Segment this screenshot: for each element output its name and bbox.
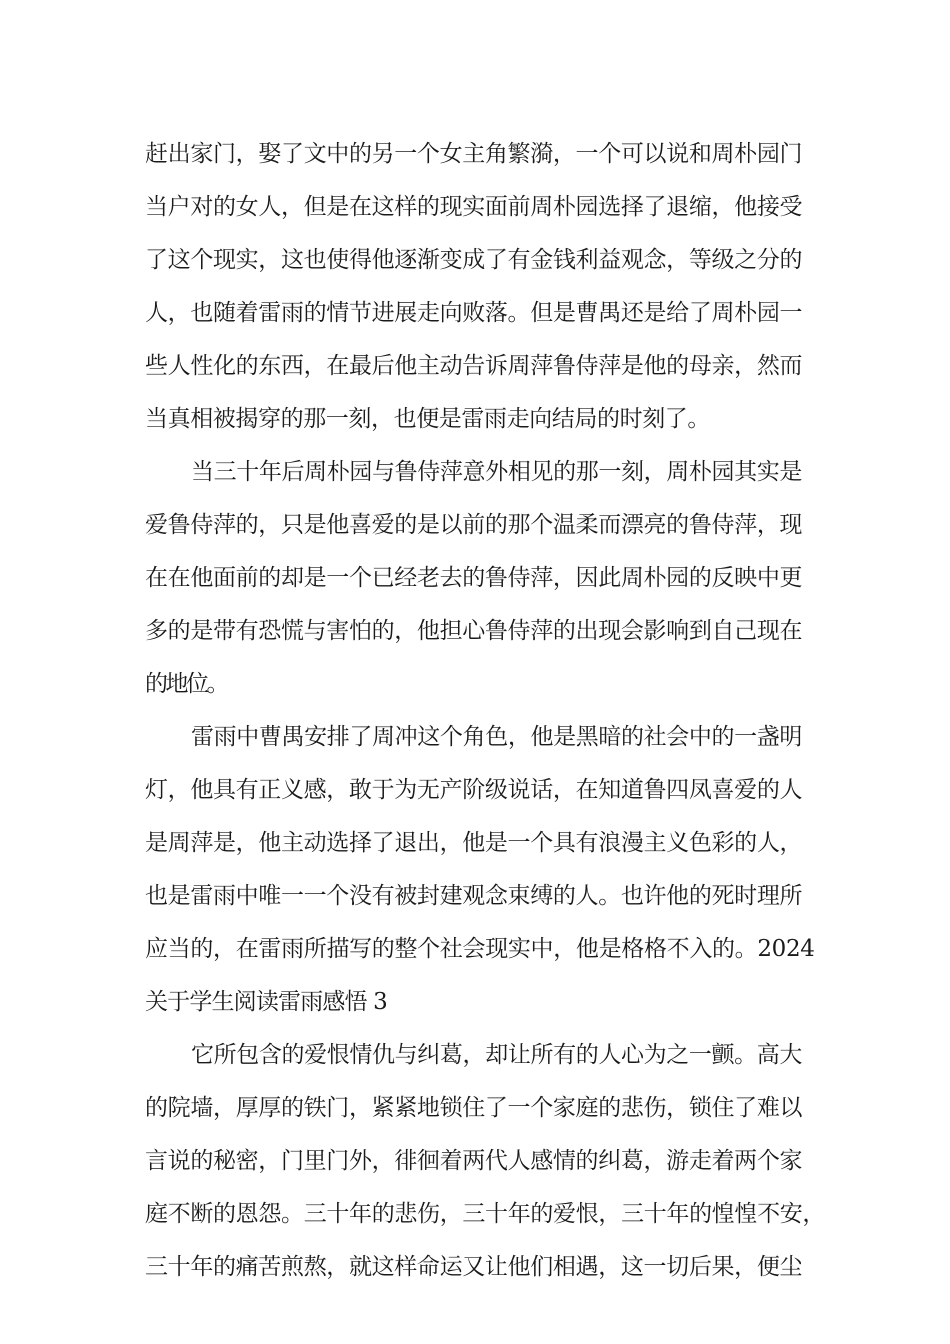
text-line: 三十年的痛苦煎熬，就这样命运又让他们相遇，这一切后果，便尘 bbox=[145, 1254, 803, 1280]
text-line: 也是雷雨中唯一一个没有被封建观念束缚的人。也许他的死时理所 bbox=[145, 883, 803, 909]
body-text bbox=[145, 128, 835, 1294]
text-line: 些人性化的东西，在最后他主动告诉周萍鲁侍萍是他的母亲，然而 bbox=[145, 353, 803, 379]
text-line: 爱鲁侍萍的，只是他喜爱的是以前的那个温柔而漂亮的鲁侍萍，现 bbox=[145, 512, 803, 538]
text-line: 庭不断的恩怨。三十年的悲伤，三十年的爱恨，三十年的惶惶不安， bbox=[145, 1201, 826, 1227]
text-line: 雷雨中曹禺安排了周冲这个角色，他是黑暗的社会中的一盏明 bbox=[191, 724, 803, 750]
text-line: 在在他面前的却是一个已经老去的鲁侍萍，因此周朴园的反映中更 bbox=[145, 565, 803, 591]
text-line: 的地位。 bbox=[145, 671, 227, 697]
text-line: 当户对的女人，但是在这样的现实面前周朴园选择了退缩，他接受 bbox=[145, 194, 803, 220]
text-line: 了这个现实，这也使得他逐渐变成了有金钱利益观念，等级之分的 bbox=[145, 247, 803, 273]
text-line: 赶出家门，娶了文中的另一个女主角繁漪，一个可以说和周朴园门 bbox=[145, 141, 803, 167]
text-line: 关于学生阅读雷雨感悟 3 bbox=[145, 989, 387, 1015]
text-line: 是周萍是，他主动选择了退出，他是一个具有浪漫主义色彩的人， bbox=[145, 830, 803, 856]
text-line: 的院墙，厚厚的铁门，紧紧地锁住了一个家庭的悲伤，锁住了难以 bbox=[145, 1095, 803, 1121]
text-line: 多的是带有恐慌与害怕的，他担心鲁侍萍的出现会影响到自己现在 bbox=[145, 618, 803, 644]
text-line: 应当的，在雷雨所描写的整个社会现实中，他是格格不入的。2024 bbox=[145, 936, 815, 962]
text-line: 灯，他具有正义感，敢于为无产阶级说话，在知道鲁四凤喜爱的人 bbox=[145, 777, 803, 803]
text-line: 人，也随着雷雨的情节进展走向败落。但是曹禺还是给了周朴园一 bbox=[145, 300, 803, 326]
text-line: 它所包含的爱恨情仇与纠葛，却让所有的人心为之一颤。高大 bbox=[191, 1042, 803, 1068]
text-line: 当真相被揭穿的那一刻，也便是雷雨走向结局的时刻了。 bbox=[145, 406, 711, 432]
text-line: 当三十年后周朴园与鲁侍萍意外相见的那一刻，周朴园其实是 bbox=[191, 459, 803, 485]
text-line: 言说的秘密，门里门外，徘徊着两代人感情的纠葛，游走着两个家 bbox=[145, 1148, 803, 1174]
